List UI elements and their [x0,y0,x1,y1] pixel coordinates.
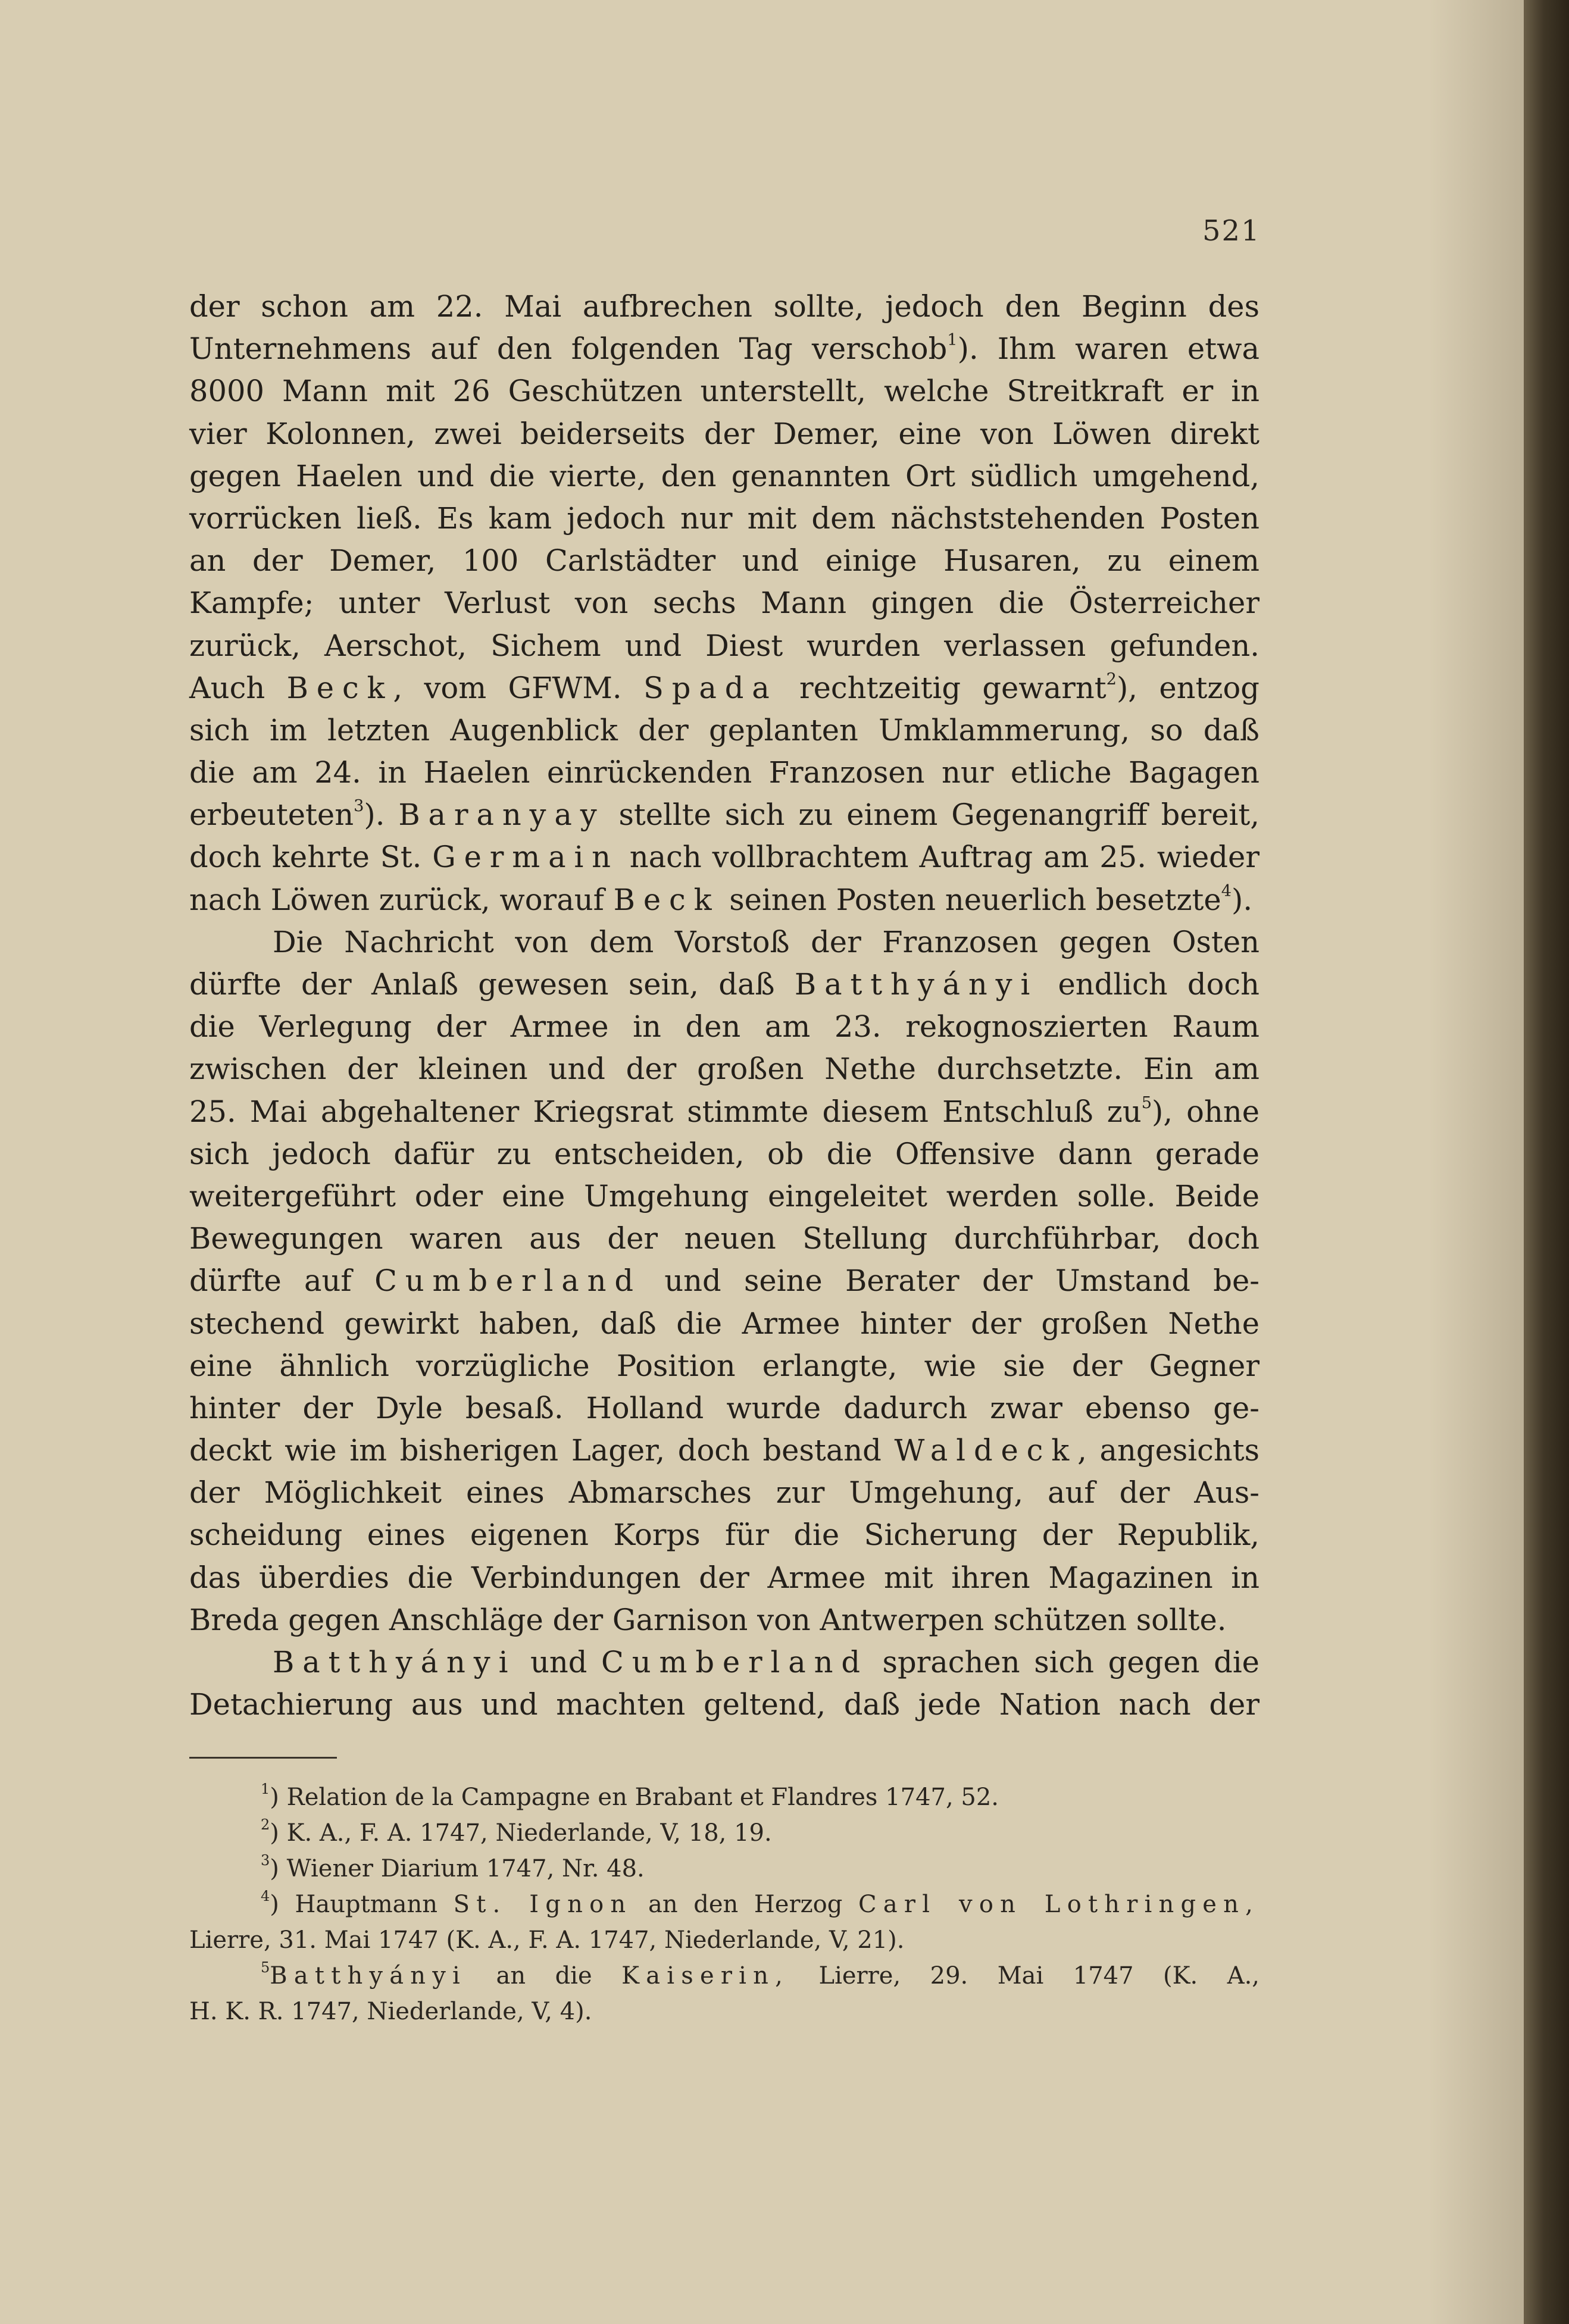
footnote: $^4$) Hauptmann St. Ignon an den Herzog Carl von Lothringen, [261,1887,1260,1918]
footnote-continuation: H. K. R. 1747, Niederlande, V, 4). [189,1998,592,2025]
footnote-ref: 3 [354,797,364,816]
main-text [189,286,1259,1726]
spaced-name-batthyanyi: Batthyányi [794,967,1039,1002]
text-line: Breda gegen Anschläge der Garnison von Antwerpen schützen sollte. [189,1602,1227,1637]
footnote-ref: 2 [1106,670,1117,689]
footnote: $^1$) Relation de la Campagne en Brabant et Flandres 1747, 52. [261,1780,999,1811]
page-gutter-shadow [1429,0,1524,2324]
text-line: Batthyányi und Cumberland sprachen sich gegen die [273,1645,1259,1679]
text-line: Detachierung aus und machten geltend, daß jede Nation nach der [189,1687,1259,1722]
spaced-name-germain: Germain [432,840,619,875]
text-line: Kampfe; unter Verlust von sechs Mann gingen die Österreicher [189,586,1259,621]
page-number: 521 [1202,214,1261,248]
text-line: die Verlegung der Armee in den am 23. rekognoszierten Raum [189,1009,1259,1044]
spaced-name-batthyanyi: Batthyányi [273,1645,517,1679]
text-line: weitergeführt oder eine Umgehung eingeleitet werden solle. Beide [189,1178,1259,1213]
text-line: stechend gewirkt haben, daß die Armee hinter der großen Nethe [189,1306,1259,1341]
text-line: Unternehmens auf den folgenden Tag verschob$^1$). Ihm waren etwa [189,331,1259,367]
text-line: sich im letzten Augenblick der geplanten Umklammerung, so daß [189,712,1259,747]
text-line: Auch Beck, vom GFWM. Spada rechtzeitig gewarnt$^2$), entzog [189,670,1259,705]
text-line: scheidung eines eigenen Korps für die Sicherung der Republik, [189,1518,1259,1553]
text-line: dürfte auf Cumberland und seine Berater der Umstand be- [189,1263,1259,1299]
text-line: gegen Haelen und die vierte, den genannten Ort südlich umgehend, [189,458,1259,493]
text-line: hinter der Dyle besaß. Holland wurde dadurch zwar ebenso ge- [189,1390,1259,1425]
spaced-name-waldeck: Waldeck [894,1433,1078,1468]
spaced-name-baranyay: Baranyay [398,797,605,833]
text-line: 8000 Mann mit 26 Geschützen unterstellt, welche Streitkraft er in [189,374,1259,409]
text-line: doch kehrte St. Germain nach vollbrachtem Auftrag am 25. wieder [189,840,1259,875]
text-line: vier Kolonnen, zwei beiderseits der Demer, eine von Löwen direkt [189,416,1259,451]
text-line: an der Demer, 100 Carlstädter und einige Husaren, zu einem [189,543,1259,578]
spaced-name-beck: Beck [613,882,720,917]
footnote: $^3$) Wiener Diarium 1747, Nr. 48. [261,1851,645,1882]
footnote-divider [189,1757,337,1759]
text-line: dürfte der Anlaß gewesen sein, daß Batthyányi endlich doch [189,967,1260,1002]
spaced-name-spada: Spada [643,670,778,705]
footnote-ref: 1 [947,331,958,350]
text-line: 25. Mai abgehaltener Kriegsrat stimmte diesem Entschluß $zu^5$), ohne [189,1093,1259,1129]
footnote: $^5$Batthyányi an die Kaiserin, Lierre, 29. Mai 1747 (K. A., [261,1959,1260,1990]
text-line: vorrücken ließ. Es kam jedoch nur mit dem nächststehenden Posten [189,501,1259,536]
spaced-name-cumberland: Cumberland [374,1263,642,1299]
text-line: sich jedoch dafür zu entscheiden, ob die Offensive dann gerade [189,1136,1259,1171]
text-line: eine ähnlich vorzügliche Position erlangte, wie sie der Gegner [189,1348,1259,1383]
footnote: $^2$) K. A., F. A. 1747, Niederlande, V, 18, 19. [261,1816,772,1847]
text-line: das überdies die Verbindungen der Armee mit ihren Magazinen in [189,1560,1259,1595]
text-line: die am 24. in Haelen einrückenden Franzosen nur etliche Bagagen [189,755,1259,790]
text-line: erbeuteten$^3$). Baranyay stellte sich zu einem Gegenangriff bereit, [189,797,1259,833]
book-spine-edge [1524,0,1569,2324]
text-line: der schon am 22. Mai aufbrechen sollte, jedoch den Beginn des [189,289,1259,324]
text-line: zwischen der kleinen und der großen Nethe durchsetzte. Ein am [189,1052,1259,1087]
text-line: deckt wie im bisherigen Lager, doch bestand Waldeck, angesichts [189,1433,1259,1468]
spaced-name-beck: Beck [286,670,393,705]
footnote-continuation: Lierre, 31. Mai 1747 (K. A., F. A. 1747, Niederlande, V, 21). [189,1926,905,1954]
text-line: nach Löwen zurück, worauf Beck seinen Posten neuerlich besetzte$^4$). [189,881,1253,917]
footnote-ref: 4 [1221,881,1232,900]
text-line: Die Nachricht von dem Vorstoß der Franzosen gegen Osten [273,924,1259,959]
spaced-name-cumberland: Cumberland [601,1645,868,1679]
text-line: zurück, Aerschot, Sichem und Diest wurden verlassen gefunden. [189,628,1259,663]
text-line: der Möglichkeit eines Abmarsches zur Umgehung, auf der Aus- [189,1475,1259,1510]
text-line: Bewegungen waren aus der neuen Stellung durchführbar, doch [189,1221,1259,1256]
footnote-ref: 5 [1141,1093,1152,1112]
footnotes [189,1779,1259,2029]
